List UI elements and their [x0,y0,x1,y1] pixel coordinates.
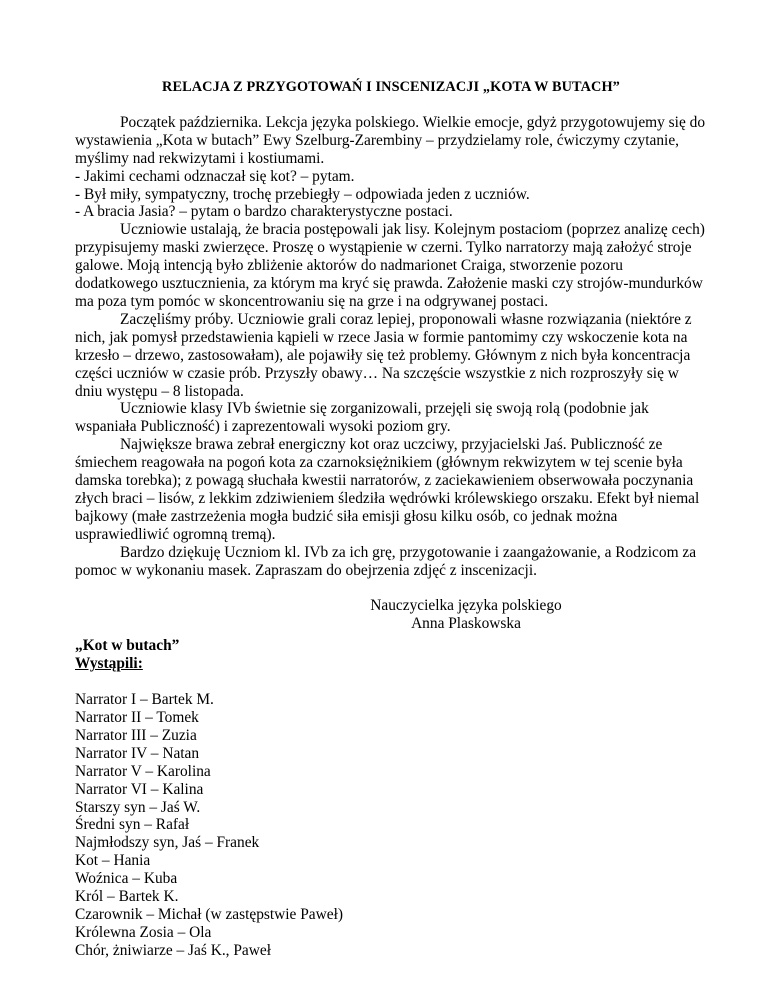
paragraph-masks: Uczniowie ustalają, że bracia postępowali jak lisy. Kolejnym postaciom (poprzez analizę cech) przypisujemy maski zwierzęce. Proszę o wystąpienie w czerni. Tylko narratorzy mają założyć stroje galowe. Moją intencją było zbliżenie aktorów do nadmarionet Craiga, stworzenie pozoru dodatkowego usztucznienia, za którym ma kryć się prawda. Założenie maski czy strojów-mundurków ma poza tym pomóc w skoncentrowaniu się na grze i na odgrywanej postaci. [75,221,705,310]
cast-item: Starszy syn – Jaś W. [75,798,201,816]
document-title: RELACJA Z PRZYGOTOWAŃ I INSCENIZACJI „KOTA W BUTACH” [162,79,620,95]
cast-item: Narrator V – Karolina [75,762,211,780]
cast-item: Narrator II – Tomek [75,709,199,726]
cast-item: Narrator III – Zuzia [75,726,197,744]
signature-name: Anna Plaskowska [411,615,521,633]
signature-role: Nauczycielka języka polskiego [370,597,562,615]
cast-item: Narrator IV – Natan [75,744,200,762]
paragraph-thanks: Bardzo dziękuję Uczniom kl. IVb za ich grę, przygotowanie i zaangażowanie, a Rodzicom za pomoc w wykonaniu masek. Zapraszam do obejrzenia zdjęć z inscenizacji. [75,543,697,579]
cast-item: Woźnica – Kuba [75,870,178,888]
cast-heading: Wystąpili: [75,655,143,673]
paragraph-rehearsals: Zaczęliśmy próby. Uczniowie grali coraz lepiej, proponowali własne rozwiązania (niektóre z nich, jak pomysł przedstawienia kąpieli w rzece Jasia w formie pantomimy czy wskoczenie kota na krzesło – drzewo, zastosowałam), ale pojawiły się też problemy. Głównym z nich była koncentracja części uczniów w czasie prób. Przyszły obawy… Na szczęście wszystkie z nich rozproszyły się w dniu występu – 8 listopada. [75,310,692,400]
paragraph-class: Uczniowie klasy IVb świetnie się zorganizowali, przejęli się swoją rolą (podobnie jak wspaniała Publiczność) i zaprezentowali wysoki poziom gry. [75,400,649,436]
cast-item: Najmłodszy syn, Jaś – Franek [75,834,260,852]
cast-item: Chór, żniwiarze – Jaś K., Paweł [75,941,271,959]
cast-item: Królewna Zosia – Ola [75,923,212,941]
dialogue-line: - A bracia Jasia? – pytam o bardzo charakterystyczne postaci. [75,203,453,221]
cast-item: Narrator I – Bartek M. [75,691,214,709]
cast-item: Narrator VI – Kalina [75,780,204,798]
cast-play-title: „Kot w butach” [75,637,180,655]
cast-list [75,691,707,960]
cast-item: Król – Bartek K. [75,888,179,906]
cast-item: Czarownik – Michał (w zastępstwie Paweł) [75,905,343,923]
signature-block [361,597,571,633]
document-page [75,79,707,960]
cast-item: Średni syn – Rafał [75,816,190,834]
dialogue-line: - Był miły, sympatyczny, trochę przebiegły – odpowiada jeden z uczniów. [75,185,530,203]
dialogue-line: - Jakimi cechami odznaczał się kot? – pytam. [75,167,355,185]
cast-item: Kot – Hania [75,852,151,870]
paragraph-audience: Największe brawa zebrał energiczny kot oraz uczciwy, przyjacielski Jaś. Publiczność ze śmiechem reagowała na pogoń kota za czarnoksiężnikiem (głównym rekwizytem w tej scenie była damska torebka); z powagą słuchała kwestii narratorów, z zaciekawieniem obserwowała poczynania złych braci – lisów, z lekkim zdziwieniem śledziła wędrówki królewskiego orszaku. Efekt był niemal bajkowy (małe zastrzeżenia mogła budzić siła emisji głosu kilku osób, co jednak można usprawiedliwić ogromną tremą). [75,436,700,543]
paragraph-intro: Początek października. Lekcja języka polskiego. Wielkie emocje, gdyż przygotowujemy się do wystawienia „Kota w butach” Ewy Szelburg-Zarembiny – przydzielamy role, ćwiczymy czytanie, myślimy nad rekwizytami i kostiumami. [75,113,706,167]
